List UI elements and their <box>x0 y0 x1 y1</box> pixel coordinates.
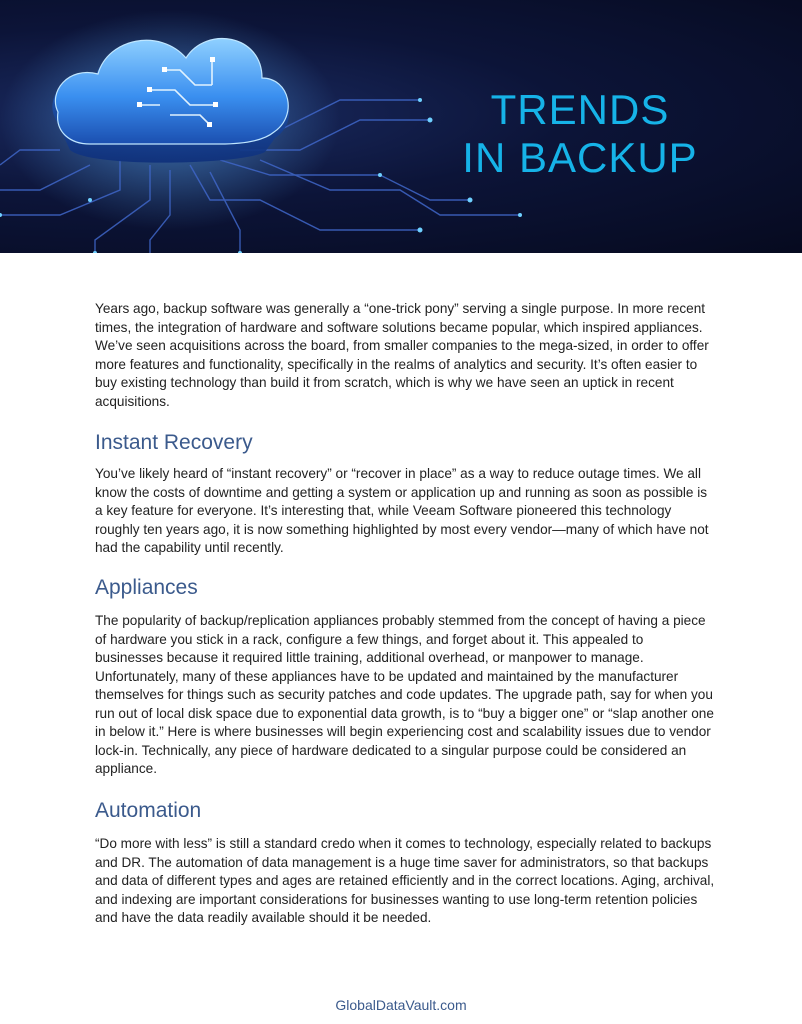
heading-automation: Automation <box>95 799 202 822</box>
paragraph-automation: “Do more with less” is still a standard credo when it comes to technology, especially related to backups and DR. The automation of data management is a huge time saver for administrators, so that backups and data of different types and ages are retained efficiently and in the correct locations. Aging, archival, and indexing are important considerations for businesses wanting to use long-term retention policies and have the data readily available should it be needed. <box>95 836 715 925</box>
heading-appliances: Appliances <box>95 576 198 599</box>
hero-banner <box>0 0 802 253</box>
title-line-1: TRENDS <box>490 86 670 133</box>
title-line-2: IN BACKUP <box>462 134 698 181</box>
paragraph-instant-recovery: You’ve likely heard of “instant recovery” or “recover in place” as a way to reduce outage times. We all know the costs of downtime and getting a system or application up and running as soon as possible is a key feature for everyone. It’s interesting that, while Veeam Software pioneered this technology roughly ten years ago, it is now something highlighted by most every vendor—many of which have not had the capability until recently. <box>95 466 709 555</box>
footer-link[interactable]: GlobalDataVault.com <box>335 997 467 1013</box>
article-body <box>95 300 715 925</box>
intro-paragraph: Years ago, backup software was generally a “one-trick pony” serving a single purpose. In more recent times, the integration of hardware and software solutions became popular, which inspired appliances. We’ve seen acquisitions across the board, from smaller companies to the mega-sized, in order to offer more features and functionality, specifically in the realms of analytics and security. It’s often easier to buy existing technology than build it from scratch, which is why we have seen an uptick in recent acquisitions. <box>95 301 709 409</box>
heading-instant-recovery: Instant Recovery <box>95 431 253 454</box>
page-title <box>440 86 720 182</box>
paragraph-appliances: The popularity of backup/replication appliances probably stemmed from the concept of having a piece of hardware you stick in a rack, configure a few things, and forget about it. This appealed to businesses because it required little training, additional overhead, or manpower to manage. Unfortunately, many of these appliances have to be updated and maintained by the manufacturer themselves for things such as security patches and code updates. The upgrade path, say for when you run out of local disk space due to exponential data growth, is to “buy a bigger one” or “slap another one in below it.” Here is where businesses will begin experiencing cost and scalability issues due to vendor lock-in. Technically, any piece of hardware dedicated to a singular purpose could be considered an appliance. <box>95 613 714 776</box>
